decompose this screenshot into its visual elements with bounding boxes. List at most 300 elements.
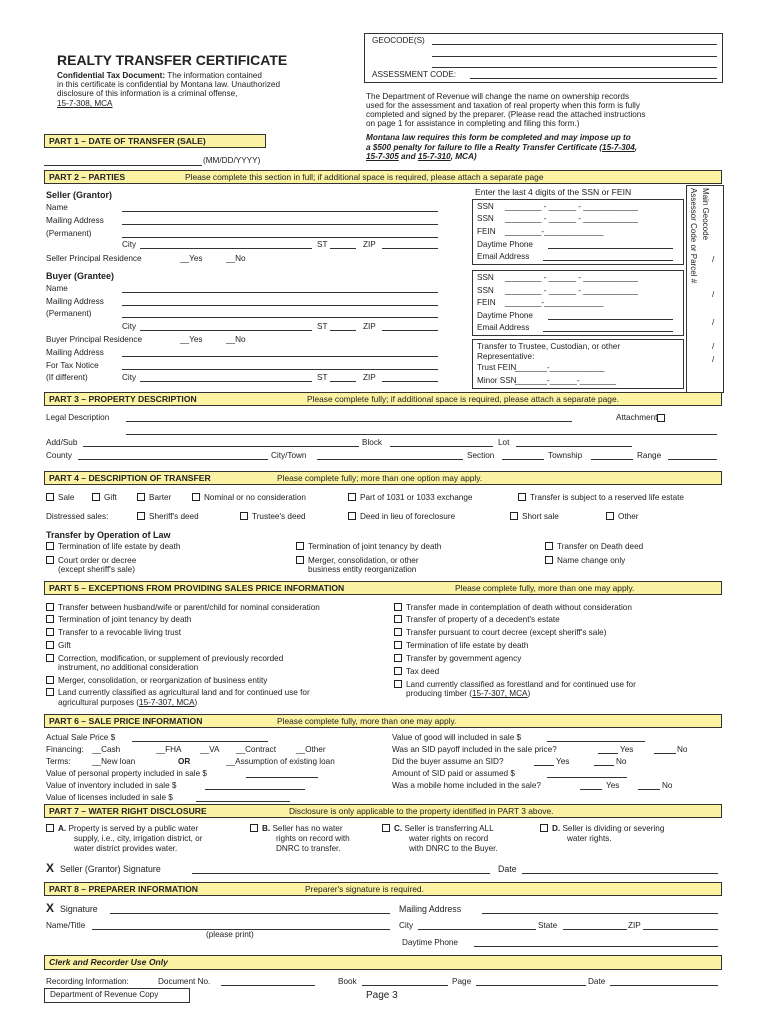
mobile-home-no[interactable]: No [662,781,673,790]
water-a-line-3: water district provides water. [74,844,178,853]
ex-left-1-label: Transfer between husband/wife or parent/child for nominal consideration [58,603,320,612]
mobile-home-yes-blank[interactable] [580,789,602,790]
ex-left-5-checkbox[interactable] [46,654,54,662]
law-ref-3-link[interactable]: 15-7-310 [417,152,451,161]
water-d-letter: D. [552,824,561,833]
assessment-code-label: ASSESSMENT CODE: [372,70,457,79]
tax-city-field[interactable] [140,381,312,382]
transfer-gift-option[interactable] [92,493,117,503]
op-merger-note: business entity reorganization [308,565,417,574]
ex-left-2-label: Termination of joint tenancy by death [58,615,192,624]
law-ref-1-link[interactable]: 15-7-304 [602,143,635,152]
parcel-label: Assessor Code or Parcel # [689,188,698,284]
inventory-field[interactable] [205,789,305,790]
clerk-bar [44,955,722,970]
water-option-d[interactable] [540,824,664,834]
ex-right-7-label: Land currently classified as forestland and for continued use for [406,680,636,689]
part4-bar [44,471,722,485]
ex-right-7-cont [406,689,530,699]
document-no-label: Document No. [158,977,211,986]
ex-right-3-checkbox[interactable] [394,628,402,636]
sid-payoff-yes[interactable]: Yes [620,745,634,754]
part2-bar [44,170,722,184]
ex-left-6-checkbox[interactable] [46,676,54,684]
preparer-nametitle-label: Name/Title [46,921,86,930]
ex-left-3[interactable] [46,628,181,638]
geocode-field-2[interactable] [432,56,717,57]
transfer-barter-option[interactable] [137,493,171,503]
geocode-field-3[interactable] [432,67,717,68]
if-different-label: (If different) [46,373,88,382]
buyer-fein-label: FEIN [477,298,496,307]
ex-left-2-checkbox[interactable] [46,615,54,623]
trustees-deed-option[interactable] [240,512,306,522]
ex-right-1[interactable] [394,603,632,613]
range-label: Range [637,451,662,460]
ex-left-7-cont [58,698,197,708]
water-c-line-1: Seller is transferring ALL [404,824,494,833]
county-label: County [46,451,72,460]
ex-right-6[interactable] [394,667,439,677]
page-label: Page [452,977,472,986]
ex-right-5-checkbox[interactable] [394,654,402,662]
part5-bar [44,581,722,595]
seller-name-field[interactable] [122,211,438,212]
short-sale-option[interactable] [510,512,559,522]
tax-mailing-field-1[interactable] [122,356,438,357]
legal-description-field-1[interactable] [126,421,572,422]
part2-title: PART 2 – PARTIES [49,172,126,182]
addsub-label: Add/Sub [46,438,78,447]
preparer-phone-label: Daytime Phone [402,938,458,947]
law-ref-2-link[interactable]: 15-7-305 [366,152,399,161]
ex-left-5-cont: instrument, no additional consideration [58,663,199,672]
legal-description-field-2[interactable] [126,434,717,435]
seller-sign-x: X [46,861,55,875]
terms-assumption[interactable]: __Assumption of existing loan [226,757,335,766]
buyer-fein-field[interactable]: ________-_____________ [505,298,604,307]
part7-note: Disclosure is only applicable to the property identified in PART 3 above. [289,806,554,816]
ex-left-5-label: Correction, modification, or supplement of previously recorded [58,654,284,663]
ex-left-3-checkbox[interactable] [46,628,54,636]
transfer-life-estate-option[interactable] [518,493,684,503]
law-line-3 [366,152,477,162]
tax-mailing-field-2[interactable] [122,369,438,370]
buyer-email-field[interactable] [543,331,673,332]
preparer-phone-field[interactable] [474,946,718,947]
part7-title: PART 7 – WATER RIGHT DISCLOSURE [49,806,207,816]
op-merger-checkbox[interactable] [296,556,304,564]
buyer-mailing-field-2[interactable] [122,317,438,318]
ex-right-2[interactable] [394,615,560,625]
part5-title: PART 5 – EXCEPTIONS FROM PROVIDING SALES PRICE INFORMATION [49,583,345,593]
water-b-line-2: rights on record with [276,834,350,843]
buyer-ssn-label-1: SSN [477,273,494,282]
inventory-label: Value of inventory included in sale $ [46,781,177,790]
book-label: Book [338,977,357,986]
buyer-phone-label: Daytime Phone [477,311,533,320]
buyer-st-field[interactable] [330,330,356,331]
county-field[interactable] [78,459,268,460]
financing-contract[interactable]: __Contract [236,745,277,754]
lot-label: Lot [498,438,510,447]
minor-ssn-label: Minor SSN [477,376,517,385]
ex-right-2-label: Transfer of property of a decedent's estate [406,615,560,624]
ex-right-1-checkbox[interactable] [394,603,402,611]
ex-right-5[interactable] [394,654,521,664]
buyer-ssn-field-1[interactable]: ________ - ______ - ____________ [505,273,638,282]
part4-title: PART 4 – DESCRIPTION OF TRANSFER [49,473,211,483]
mobile-home-label: Was a mobile home included in the sale? [392,781,541,790]
recording-info-label: Recording Information: [46,977,129,986]
part5-note: Please complete fully, more than one may apply. [455,583,635,593]
side-slash-4: / [712,342,715,351]
part6-bar [44,714,722,728]
preparer-state-label: State [538,921,558,930]
water-a-checkbox[interactable] [46,824,54,832]
seller-permanent-label: (Permanent) [46,229,92,238]
part8-title: PART 8 – PREPARER INFORMATION [49,884,198,894]
page-field[interactable] [476,985,586,986]
preparer-mailing-field[interactable] [482,913,718,914]
for-tax-notice-label: For Tax Notice [46,361,99,370]
transfer-date-field[interactable] [44,165,202,166]
seller-date-field[interactable] [522,873,718,874]
life-estate-checkbox[interactable] [518,493,526,501]
seller-phone-field[interactable] [548,248,673,249]
tax-st-field[interactable] [330,381,356,382]
exchange-checkbox[interactable] [348,493,356,501]
deed-in-lieu-checkbox[interactable] [348,512,356,520]
minor-ssn-field[interactable]: _______-______-________ [515,376,617,385]
other-option[interactable] [606,512,638,522]
ex-right-3[interactable] [394,628,606,638]
ex-right-4-checkbox[interactable] [394,641,402,649]
gift-label: Gift [104,493,117,502]
ex-right-7-ref-link[interactable]: 15-7-307, MCA [471,689,528,698]
seller-signature-field[interactable] [192,873,490,874]
barter-checkbox[interactable] [137,493,145,501]
buyer-city-field[interactable] [140,330,312,331]
page-number: Page 3 [366,990,398,1001]
trust-fein-field[interactable]: _______-____________ [515,363,605,372]
buyer-name-label: Name [46,284,68,293]
tax-city-label: City [122,373,137,382]
op-tod-deed-label: Transfer on Death deed [557,542,644,551]
form-title: REALTY TRANSFER CERTIFICATE [57,52,288,68]
sheriffs-deed-checkbox[interactable] [137,512,145,520]
part3-bar [44,392,722,406]
dor-line-4: on page 1 for assistance in completing and filing this form.) [366,119,580,128]
trustees-deed-label: Trustee's deed [252,512,306,521]
sid-payoff-no-blank[interactable] [654,753,676,754]
buyer-mailing-field-1[interactable] [122,305,438,306]
water-option-c[interactable] [382,824,494,834]
clerk-date-label: Date [588,977,606,986]
tax-zip-label: ZIP [363,373,376,382]
document-no-field[interactable] [221,985,315,986]
buyer-name-field[interactable] [122,292,438,293]
op-tod-deed-option[interactable] [545,542,643,552]
ex-left-6[interactable] [46,676,267,686]
buyer-assume-yes-blank[interactable] [534,765,554,766]
ex-left-4[interactable] [46,641,71,651]
tax-st-label: ST [317,373,328,382]
part1-title: PART 1 – DATE OF TRANSFER (SALE) [49,136,206,146]
preparer-city-label: City [399,921,414,930]
sale-checkbox[interactable] [46,493,54,501]
seller-ssn-field-1[interactable]: ________ - ______ - ____________ [505,202,638,211]
lot-field[interactable] [516,446,632,447]
seller-heading: Seller (Grantor) [46,190,113,200]
personal-property-field[interactable] [246,777,318,778]
water-d-line-2: water rights. [567,834,612,843]
range-field[interactable] [668,459,717,460]
seller-mailing-field-1[interactable] [122,224,438,225]
gift-checkbox[interactable] [92,493,100,501]
buyer-ssn-label-2: SSN [477,286,494,295]
barter-label: Barter [149,493,172,502]
deed-in-lieu-option[interactable] [348,512,455,522]
side-slash-1: / [712,255,715,264]
water-b-line-3: DNRC to transfer. [276,844,341,853]
clerk-date-field[interactable] [610,985,718,986]
dept-copy-label: Department of Revenue Copy [50,990,159,999]
preparer-zip-label: ZIP [628,921,641,930]
geocodes-label: GEOCODE(S) [372,36,425,45]
transfer-exchange-option[interactable] [348,493,472,503]
side-slash-3: / [712,318,715,327]
preparer-city-field[interactable] [418,929,536,930]
main-geocode-label: Main Geocode [701,188,710,241]
water-c-letter: C. [394,824,403,833]
buyer-phone-field[interactable] [548,319,673,320]
buyer-ssn-field-2[interactable]: ________ - ______ - ____________ [505,286,638,295]
ex-right-5-label: Transfer by government agency [406,654,522,663]
distressed-sales-label: Distressed sales: [46,512,109,521]
part7-bar [44,804,722,818]
seller-mailing-field-2[interactable] [122,237,438,238]
op-joint-tenancy-option[interactable] [296,542,441,552]
op-life-estate-checkbox[interactable] [46,542,54,550]
buyer-assume-label: Did the buyer assume an SID? [392,757,504,766]
mobile-home-no-blank[interactable] [638,789,660,790]
water-b-letter: B. [262,824,271,833]
seller-ssn-field-2[interactable]: ________ - ______ - ____________ [505,214,638,223]
short-sale-checkbox[interactable] [510,512,518,520]
seller-residence-label: Seller Principal Residence [46,254,142,263]
dor-line-1: The Department of Revenue will change the name on ownership records [366,92,630,101]
financing-other[interactable]: __Other [296,745,326,754]
buyer-email-label: Email Address [477,323,530,332]
confidential-line-1: The information contained [167,71,262,80]
water-option-a[interactable] [46,824,198,834]
sale-label: Sale [58,493,75,502]
water-b-checkbox[interactable] [250,824,258,832]
seller-city-label: City [122,240,137,249]
op-court-order-note: (except sheriff's sale) [58,565,135,574]
transfer-nominal-option[interactable] [192,493,306,503]
other-label: Other [618,512,639,521]
law-mca: , MCA) [450,152,477,161]
block-label: Block [362,438,383,447]
buyer-residence-yes[interactable]: __Yes [180,335,203,344]
seller-city-field[interactable] [140,248,312,249]
seller-signature-label: Seller (Grantor) Signature [60,864,161,874]
confidential-ref-link[interactable]: 15-7-308, MCA [57,99,113,108]
ex-left-7[interactable] [46,688,310,698]
financing-va[interactable]: __VA [200,745,220,754]
seller-residence-yes[interactable]: __Yes [180,254,203,263]
part6-title: PART 6 – SALE PRICE INFORMATION [49,716,203,726]
ex-right-7-text: producing timber ( [406,689,472,698]
preparer-state-field[interactable] [563,929,627,930]
seller-email-label: Email Address [477,252,530,261]
buyer-zip-field[interactable] [382,330,438,331]
law-line-1: Montana law requires this form be completed and may impose up to [366,133,631,142]
trust-fein-label: Trust FEIN [477,363,517,372]
short-sale-label: Short sale [522,512,559,521]
op-name-change-checkbox[interactable] [545,556,553,564]
book-field[interactable] [362,985,448,986]
preparer-zip-field[interactable] [643,929,718,930]
dor-line-3: completed and signed by the preparer. (Please read the attached instructions [366,110,646,119]
citytown-label: City/Town [271,451,307,460]
ex-right-6-checkbox[interactable] [394,667,402,675]
buyer-assume-no-blank[interactable] [594,765,614,766]
citytown-field[interactable] [317,459,463,460]
op-court-order-checkbox[interactable] [46,556,54,564]
attachment-checkbox[interactable] [657,414,665,422]
seller-date-label: Date [498,864,517,874]
seller-zip-field[interactable] [382,248,438,249]
ex-left-2[interactable] [46,615,191,625]
trustees-deed-checkbox[interactable] [240,512,248,520]
goodwill-field[interactable] [547,741,645,742]
sheriffs-deed-option[interactable] [137,512,199,522]
goodwill-label: Value of good will included in sale $ [392,733,522,742]
water-b-line-1: Seller has no water [272,824,343,833]
seller-fein-field[interactable]: ________-_____________ [505,227,604,236]
ex-right-1-label: Transfer made in contemplation of death without consideration [406,603,632,612]
water-d-checkbox[interactable] [540,824,548,832]
water-d-line-1: Seller is dividing or severing [562,824,665,833]
seller-st-field[interactable] [330,248,356,249]
buyer-st-label: ST [317,322,328,331]
seller-residence-no[interactable]: __No [226,254,246,263]
licenses-label: Value of licenses included in sale $ [46,793,173,802]
sid-payoff-no[interactable]: No [677,745,688,754]
actual-sale-price-field[interactable] [132,741,268,742]
licenses-field[interactable] [196,801,290,802]
preparer-signature-label: Signature [60,904,98,914]
ex-right-2-checkbox[interactable] [394,615,402,623]
nominal-checkbox[interactable] [192,493,200,501]
sid-amount-label: Amount of SID paid or assumed $ [392,769,515,778]
main-geocode-vertical-label [689,188,720,388]
water-c-checkbox[interactable] [382,824,390,832]
ex-right-4-label: Termination of life estate by death [406,641,529,650]
seller-fein-label: FEIN [477,227,496,236]
ex-left-4-checkbox[interactable] [46,641,54,649]
assessment-code-field[interactable] [470,78,717,79]
op-life-estate-option[interactable] [46,542,180,552]
water-a-line-2: supply, i.e., city, irrigation district, or [74,834,203,843]
part2-note: Please complete this section in full; if additional space is required, please attach a separate page [185,172,544,182]
addsub-field[interactable] [83,446,359,447]
op-merger-label: Merger, consolidation, or other [308,556,419,565]
op-name-change-option[interactable] [545,556,625,566]
ex-left-3-label: Transfer to a revocable living trust [58,628,182,637]
water-option-b[interactable] [250,824,343,834]
ex-left-7-close: ) [194,698,198,707]
personal-property-label: Value of personal property included in sale $ [46,769,207,778]
tax-mailing-label: Mailing Address [46,348,104,357]
sid-amount-field[interactable] [547,777,627,778]
ex-left-4-label: Gift [58,641,71,650]
seller-ssn-label-1: SSN [477,202,494,211]
ex-right-7-checkbox[interactable] [394,680,402,688]
ex-left-1-checkbox[interactable] [46,603,54,611]
section-field[interactable] [502,459,544,460]
seller-ssn-label-2: SSN [477,214,494,223]
water-a-line-1: Property is served by a public water [68,824,199,833]
water-c-line-2: water rights on record [409,834,489,843]
ex-left-7-text: agricultural purposes ( [58,698,140,707]
op-tod-deed-checkbox[interactable] [545,542,553,550]
block-field[interactable] [390,446,493,447]
preparer-signature-field[interactable] [110,913,390,914]
buyer-permanent-label: (Permanent) [46,309,92,318]
op-court-order-label: Court order or decree [58,556,137,565]
seller-email-field[interactable] [543,260,673,261]
part4-note: Please complete fully; more than one option may apply. [277,473,483,483]
township-label: Township [548,451,583,460]
preparer-mailing-label: Mailing Address [399,904,462,914]
tax-zip-field[interactable] [382,381,438,382]
life-estate-label: Transfer is subject to a reserved life estate [530,493,684,502]
other-checkbox[interactable] [606,512,614,520]
transfer-sale-option[interactable] [46,493,74,503]
ex-right-4[interactable] [394,641,528,651]
law-and: and [398,152,418,161]
op-joint-tenancy-checkbox[interactable] [296,542,304,550]
ex-left-7-checkbox[interactable] [46,688,54,696]
clerk-title: Clerk and Recorder Use Only [49,957,168,967]
ex-left-7-label: Land currently classified as agricultural land and for continued use for [58,688,310,697]
ex-left-1[interactable] [46,603,320,613]
buyer-zip-label: ZIP [363,322,376,331]
mobile-home-yes[interactable]: Yes [606,781,620,790]
side-slash-2: / [712,290,715,299]
deed-in-lieu-label: Deed in lieu of foreclosure [360,512,456,521]
terms-new-loan[interactable]: __New loan [92,757,136,766]
ex-right-3-label: Transfer pursuant to court decree (except sheriff's sale) [406,628,607,637]
nominal-label: Nominal or no consideration [204,493,306,502]
township-field[interactable] [591,459,633,460]
sid-payoff-yes-blank[interactable] [598,753,618,754]
buyer-residence-no[interactable]: __No [226,335,246,344]
buyer-assume-yes[interactable]: Yes [556,757,570,766]
financing-cash[interactable]: __Cash [92,745,121,754]
geocode-field-1[interactable] [432,44,717,45]
op-joint-tenancy-label: Termination of joint tenancy by death [308,542,442,551]
buyer-assume-no[interactable]: No [616,757,627,766]
ex-left-7-ref-link[interactable]: 15-7-307, MCA [139,698,195,707]
op-name-change-label: Name change only [557,556,626,565]
part3-title: PART 3 – PROPERTY DESCRIPTION [49,394,197,404]
financing-fha[interactable]: __FHA [156,745,182,754]
